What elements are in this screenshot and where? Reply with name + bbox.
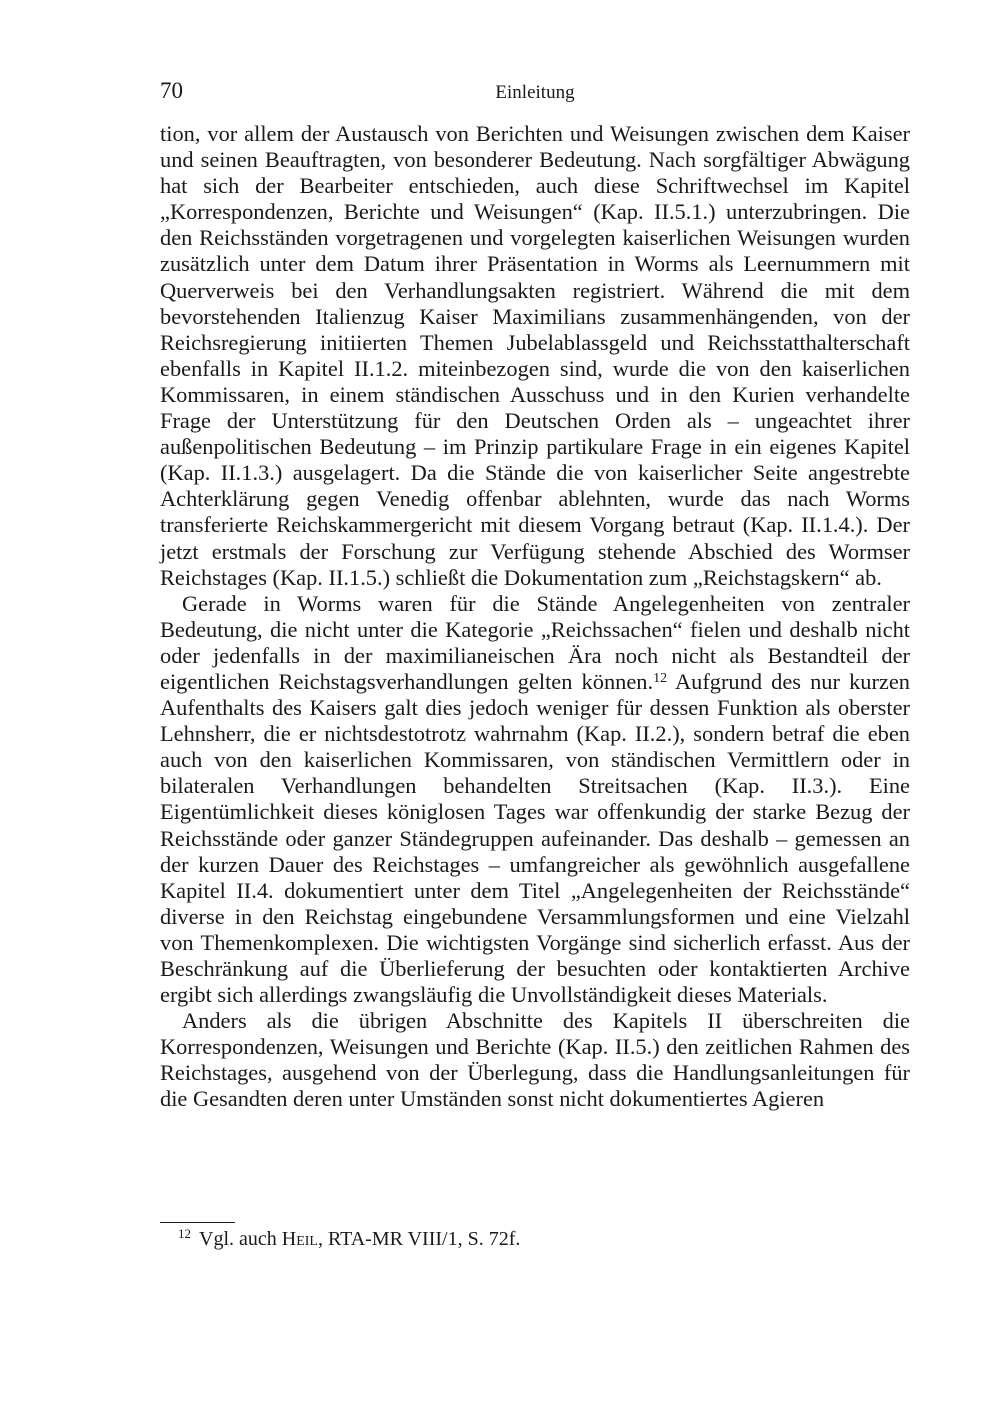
running-head: Einleitung [495,82,575,103]
footnote-divider [160,1222,235,1223]
footnote [178,1226,908,1252]
paragraph-text: tion, vor allem der Austausch von Berichten und Weisungen zwischen dem Kaiser und seinen Beauftragten, von besonderer Bedeutung. Nach sorgfältiger Abwägung hat sich der Bearbeiter entschieden, auch diese Schriftwechsel im Kapitel „Korrespondenzen, Berichte und Weisungen“ (Kap. II.5.1.) unterzubringen. Die den Reichsständen vorgetragenen und vorgelegten kaiserlichen Weisungen wurden zusätzlich unter dem Datum ihrer Präsentation in Worms als Leernummern mit Querverweis bei den Verhandlungsakten registriert. Während die mit dem bevorstehenden Italienzug Kaiser Maximilians zusammenhängenden, von der Reichsregierung initiierten Themen Jubelablassgeld und Reichsstatthalterschaft ebenfalls in Kapitel II.1.2. miteinbezogen sind, wurde die von den kaiserlichen Kommissaren, in einem ständischen Ausschuss und in den Kurien verhandelte Frage der Unterstützung für den Deutschen Orden als – ungeachtet ihrer außenpolitischen Bedeutung – im Prinzip partikulare Frage in ein eigenes Kapitel (Kap. II.1.3.) ausgelagert. Da die Stände die von kaiserlicher Seite angestrebte Achterklärung gegen Venedig offenbar ablehnten, wurde das nach Worms transferierte Reichskammergericht mit diesem Vorgang betraut (Kap. II.1.4.). Der jetzt erstmals der Forschung zur Verfügung stehende Abschied des Wormser Reichstages (Kap. II.1.5.) schließt die Dokumentation zum „Reichstagskern“ ab. [160,121,910,590]
paragraph-2 [160,591,910,1009]
footnote-number: 12 [178,1226,191,1241]
footnote-text-before: Vgl. auch [199,1228,282,1250]
paragraph-3 [160,1008,910,1112]
page-number: 70 [160,78,183,103]
paragraph-text: Anders als die übrigen Abschnitte des Kapitels II überschreiten die Korrespondenzen, Weisungen und Berichte (Kap. II.5.) den zeitlichen Rahmen des Reichstages, ausgehend von der Überlegung, dass die Handlungsanleitungen für die Gesandten deren unter Umständen sonst nicht dokumentiertes Agieren [160,1008,910,1112]
paragraph-1 [160,121,910,591]
footnote-author: Heil [281,1228,318,1250]
body-text [160,121,910,1113]
footnote-text-after: , RTA-MR VIII/1, S. 72f. [317,1228,521,1250]
page-header [160,78,910,108]
paragraph-text: Gerade in Worms waren für die Stände Angelegenheiten von zentraler Bedeutung, die nicht unter die Kategorie „Reichssachen“ fielen und deshalb nicht oder jedenfalls in der maximilianeischen Ära noch nicht als Bestandteil der eigentlichen Reichstagsverhandlungen gelten können. [160,590,910,694]
paragraph-text: Aufgrund des nur kurzen Aufenthalts des Kaisers galt dies jedoch weniger für dessen Funktion als oberster Lehnsherr, die er nichtsdestotrotz wahrnahm (Kap. II.2.), sondern betraf die eben auch von den kaiserlichen Kommissaren, von ständischen Vermittlern oder in bilateralen Verhandlungen behandelten Streitsachen (Kap. II.3.). Eine Eigentümlichkeit dieses königlosen Tages war offenkundig der starke Bezug der Reichsstände oder ganzer Ständegruppen aufeinander. Das deshalb – gemessen an der kurzen Dauer des Reichstages – umfangreicher als gewöhnlich ausgefallene Kapitel II.4. dokumentiert unter dem Titel „Angelegenheiten der Reichsstände“ diverse in den Reichstag eingebundene Versammlungsformen und eine Vielzahl von Themenkomplexen. Die wichtigsten Vorgänge sind sicherlich erfasst. Aus der Beschränkung auf die Überlieferung der besuchten oder kontaktierten Archive ergibt sich allerdings zwangsläufig die Unvollständigkeit dieses Materials. [160,668,911,1008]
footnote-reference[interactable]: 12 [653,670,668,686]
